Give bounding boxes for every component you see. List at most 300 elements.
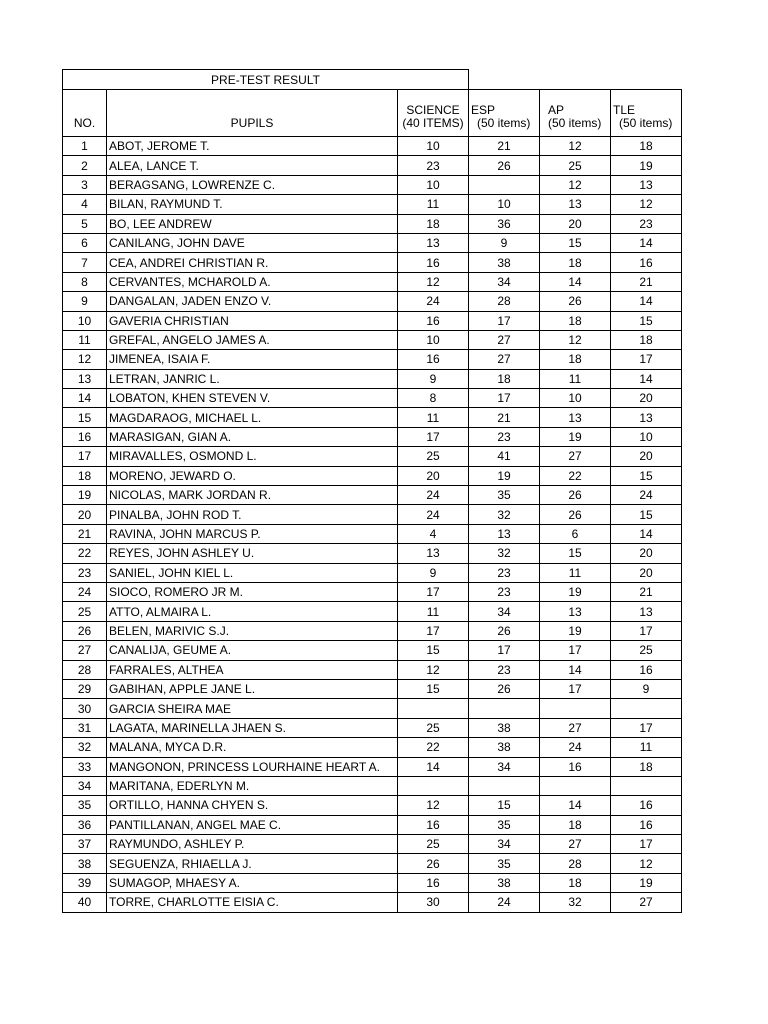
cell-science: 16: [398, 311, 469, 330]
cell-ap: 26: [540, 505, 611, 524]
table-row: [63, 738, 682, 757]
cell-esp: 36: [469, 214, 540, 233]
cell-no: 14: [63, 389, 107, 408]
header-tle-items: (50 items): [619, 116, 673, 130]
header-ap-items: (50 items): [548, 116, 602, 130]
table-row: [63, 776, 682, 795]
cell-science: 16: [398, 815, 469, 834]
cell-science: 24: [398, 505, 469, 524]
cell-esp: 27: [469, 330, 540, 349]
cell-pupil-name: GREFAL, ANGELO JAMES A.: [107, 330, 398, 349]
table-row: [63, 175, 682, 194]
header-esp-name: ESP: [471, 103, 496, 117]
cell-ap: [540, 776, 611, 795]
cell-no: 33: [63, 757, 107, 776]
cell-no: 25: [63, 602, 107, 621]
table-row: [63, 621, 682, 640]
table-row: [63, 505, 682, 524]
cell-science: 17: [398, 427, 469, 446]
cell-science: 11: [398, 602, 469, 621]
cell-pupil-name: MALANA, MYCA D.R.: [107, 738, 398, 757]
cell-tle: 14: [611, 233, 682, 252]
cell-science: 9: [398, 563, 469, 582]
cell-pupil-name: ABOT, JEROME T.: [107, 137, 398, 156]
table-row: [63, 660, 682, 679]
cell-no: 13: [63, 369, 107, 388]
cell-tle: 21: [611, 272, 682, 291]
table-row: [63, 350, 682, 369]
table-row: [63, 815, 682, 834]
cell-tle: 19: [611, 156, 682, 175]
cell-no: 38: [63, 854, 107, 873]
cell-science: 10: [398, 137, 469, 156]
cell-pupil-name: JIMENEA, ISAIA F.: [107, 350, 398, 369]
cell-tle: 23: [611, 214, 682, 233]
cell-ap: 19: [540, 582, 611, 601]
cell-esp: 35: [469, 815, 540, 834]
cell-ap: 22: [540, 466, 611, 485]
cell-pupil-name: GAVERIA CHRISTIAN: [107, 311, 398, 330]
cell-no: 2: [63, 156, 107, 175]
cell-no: 20: [63, 505, 107, 524]
cell-pupil-name: PINALBA, JOHN ROD T.: [107, 505, 398, 524]
cell-esp: 35: [469, 854, 540, 873]
table-row: [63, 893, 682, 912]
cell-science: 13: [398, 544, 469, 563]
cell-ap: 19: [540, 621, 611, 640]
header-tle-name: TLE: [613, 103, 636, 117]
cell-esp: [469, 699, 540, 718]
cell-pupil-name: RAVINA, JOHN MARCUS P.: [107, 524, 398, 543]
cell-no: 17: [63, 447, 107, 466]
table-row: [63, 796, 682, 815]
header-row: [63, 90, 682, 137]
cell-pupil-name: TORRE, CHARLOTTE EISIA C.: [107, 893, 398, 912]
cell-no: 1: [63, 137, 107, 156]
cell-tle: 27: [611, 893, 682, 912]
cell-esp: 23: [469, 660, 540, 679]
cell-tle: 12: [611, 854, 682, 873]
blank-cell: [469, 70, 682, 90]
cell-science: 16: [398, 253, 469, 272]
cell-science: 17: [398, 582, 469, 601]
cell-ap: 27: [540, 835, 611, 854]
cell-esp: 17: [469, 389, 540, 408]
cell-tle: 19: [611, 873, 682, 892]
cell-esp: 26: [469, 679, 540, 698]
cell-tle: 20: [611, 563, 682, 582]
cell-science: 15: [398, 679, 469, 698]
cell-science: 24: [398, 486, 469, 505]
cell-science: 15: [398, 641, 469, 660]
cell-ap: 26: [540, 292, 611, 311]
header-ap: [540, 90, 611, 137]
cell-esp: 10: [469, 195, 540, 214]
cell-no: 5: [63, 214, 107, 233]
table-row: [63, 233, 682, 252]
cell-no: 3: [63, 175, 107, 194]
cell-science: 24: [398, 292, 469, 311]
cell-no: 21: [63, 524, 107, 543]
cell-ap: 6: [540, 524, 611, 543]
table-row: [63, 272, 682, 291]
cell-ap: 27: [540, 718, 611, 737]
table-row: [63, 389, 682, 408]
cell-no: 19: [63, 486, 107, 505]
table-row: [63, 641, 682, 660]
cell-tle: 21: [611, 582, 682, 601]
cell-pupil-name: FARRALES, ALTHEA: [107, 660, 398, 679]
cell-ap: 10: [540, 389, 611, 408]
cell-pupil-name: DANGALAN, JADEN ENZO V.: [107, 292, 398, 311]
table-row: [63, 408, 682, 427]
cell-esp: 32: [469, 505, 540, 524]
cell-esp: 32: [469, 544, 540, 563]
table-row: [63, 369, 682, 388]
cell-no: 28: [63, 660, 107, 679]
cell-science: 17: [398, 621, 469, 640]
cell-no: 32: [63, 738, 107, 757]
table-row: [63, 582, 682, 601]
cell-ap: 12: [540, 330, 611, 349]
cell-pupil-name: MIRAVALLES, OSMOND L.: [107, 447, 398, 466]
cell-tle: 13: [611, 408, 682, 427]
cell-esp: 18: [469, 369, 540, 388]
cell-tle: 14: [611, 292, 682, 311]
header-pupils: PUPILS: [107, 90, 398, 137]
cell-ap: 17: [540, 641, 611, 660]
header-science: [398, 90, 469, 137]
cell-pupil-name: SIOCO, ROMERO JR M.: [107, 582, 398, 601]
cell-science: 10: [398, 330, 469, 349]
cell-science: 13: [398, 233, 469, 252]
cell-tle: 10: [611, 427, 682, 446]
cell-pupil-name: LETRAN, JANRIC L.: [107, 369, 398, 388]
cell-ap: 24: [540, 738, 611, 757]
cell-ap: 14: [540, 660, 611, 679]
cell-no: 26: [63, 621, 107, 640]
cell-no: 36: [63, 815, 107, 834]
cell-esp: 28: [469, 292, 540, 311]
table-row: [63, 524, 682, 543]
table-row: [63, 447, 682, 466]
cell-tle: 20: [611, 447, 682, 466]
table-row: [63, 544, 682, 563]
cell-esp: 41: [469, 447, 540, 466]
cell-science: [398, 776, 469, 795]
cell-ap: 18: [540, 253, 611, 272]
cell-ap: 19: [540, 427, 611, 446]
cell-ap: 32: [540, 893, 611, 912]
cell-tle: 17: [611, 621, 682, 640]
cell-science: 8: [398, 389, 469, 408]
cell-esp: 17: [469, 311, 540, 330]
cell-tle: [611, 699, 682, 718]
cell-no: 7: [63, 253, 107, 272]
cell-pupil-name: CEA, ANDREI CHRISTIAN R.: [107, 253, 398, 272]
table-row: [63, 602, 682, 621]
table-row: [63, 137, 682, 156]
cell-science: 25: [398, 447, 469, 466]
cell-tle: 18: [611, 330, 682, 349]
cell-science: [398, 699, 469, 718]
cell-pupil-name: SEGUENZA, RHIAELLA J.: [107, 854, 398, 873]
cell-ap: 18: [540, 815, 611, 834]
cell-tle: 20: [611, 544, 682, 563]
cell-tle: [611, 776, 682, 795]
cell-ap: 25: [540, 156, 611, 175]
table-row: [63, 311, 682, 330]
cell-tle: 15: [611, 505, 682, 524]
cell-pupil-name: BELEN, MARIVIC S.J.: [107, 621, 398, 640]
table-row: [63, 873, 682, 892]
cell-no: 18: [63, 466, 107, 485]
header-science-name: SCIENCE: [406, 103, 460, 117]
cell-pupil-name: ORTILLO, HANNA CHYEN S.: [107, 796, 398, 815]
table-row: [63, 427, 682, 446]
title-row: [63, 70, 682, 90]
cell-ap: 18: [540, 350, 611, 369]
cell-tle: 20: [611, 389, 682, 408]
cell-esp: [469, 175, 540, 194]
cell-no: 37: [63, 835, 107, 854]
cell-esp: 38: [469, 873, 540, 892]
cell-pupil-name: SUMAGOP, MHAESY A.: [107, 873, 398, 892]
cell-tle: 17: [611, 835, 682, 854]
cell-no: 11: [63, 330, 107, 349]
table-row: [63, 466, 682, 485]
cell-no: 35: [63, 796, 107, 815]
cell-no: 15: [63, 408, 107, 427]
cell-ap: 18: [540, 873, 611, 892]
cell-no: 39: [63, 873, 107, 892]
cell-esp: 15: [469, 796, 540, 815]
cell-pupil-name: PANTILLANAN, ANGEL MAE C.: [107, 815, 398, 834]
cell-pupil-name: ATTO, ALMAIRA L.: [107, 602, 398, 621]
cell-science: 11: [398, 408, 469, 427]
cell-science: 22: [398, 738, 469, 757]
cell-pupil-name: MARASIGAN, GIAN A.: [107, 427, 398, 446]
cell-pupil-name: BERAGSANG, LOWRENZE C.: [107, 175, 398, 194]
cell-tle: 25: [611, 641, 682, 660]
cell-science: 12: [398, 660, 469, 679]
cell-science: 30: [398, 893, 469, 912]
table-row: [63, 757, 682, 776]
cell-tle: 14: [611, 524, 682, 543]
cell-pupil-name: REYES, JOHN ASHLEY U.: [107, 544, 398, 563]
cell-esp: 38: [469, 738, 540, 757]
cell-science: 14: [398, 757, 469, 776]
cell-esp: 23: [469, 582, 540, 601]
cell-ap: 14: [540, 272, 611, 291]
cell-science: 16: [398, 350, 469, 369]
cell-esp: 23: [469, 427, 540, 446]
cell-tle: 16: [611, 815, 682, 834]
table-row: [63, 699, 682, 718]
header-tle: [611, 90, 682, 137]
cell-esp: 21: [469, 408, 540, 427]
cell-ap: 15: [540, 544, 611, 563]
cell-tle: 15: [611, 311, 682, 330]
cell-ap: 13: [540, 408, 611, 427]
cell-tle: 16: [611, 796, 682, 815]
cell-science: 12: [398, 796, 469, 815]
cell-tle: 15: [611, 466, 682, 485]
cell-ap: 12: [540, 137, 611, 156]
cell-no: 30: [63, 699, 107, 718]
cell-tle: 24: [611, 486, 682, 505]
table-row: [63, 718, 682, 737]
cell-esp: 26: [469, 621, 540, 640]
cell-science: 10: [398, 175, 469, 194]
cell-science: 9: [398, 369, 469, 388]
cell-pupil-name: CANALIJA, GEUME A.: [107, 641, 398, 660]
cell-pupil-name: MANGONON, PRINCESS LOURHAINE HEART A.: [107, 757, 398, 776]
table-row: [63, 563, 682, 582]
cell-science: 26: [398, 854, 469, 873]
table-title: PRE-TEST RESULT: [63, 70, 469, 90]
cell-pupil-name: BO, LEE ANDREW: [107, 214, 398, 233]
cell-pupil-name: ALEA, LANCE T.: [107, 156, 398, 175]
cell-pupil-name: BILAN, RAYMUND T.: [107, 195, 398, 214]
cell-esp: 21: [469, 137, 540, 156]
cell-tle: 14: [611, 369, 682, 388]
cell-tle: 17: [611, 350, 682, 369]
cell-science: 4: [398, 524, 469, 543]
table-row: [63, 854, 682, 873]
cell-pupil-name: CANILANG, JOHN DAVE: [107, 233, 398, 252]
table-row: [63, 835, 682, 854]
results-table: [62, 69, 682, 913]
cell-pupil-name: MORENO, JEWARD O.: [107, 466, 398, 485]
cell-no: 10: [63, 311, 107, 330]
cell-ap: 15: [540, 233, 611, 252]
cell-ap: 18: [540, 311, 611, 330]
pre-test-result-sheet: [62, 69, 682, 913]
cell-science: 18: [398, 214, 469, 233]
cell-no: 29: [63, 679, 107, 698]
cell-tle: 13: [611, 175, 682, 194]
cell-esp: 34: [469, 272, 540, 291]
cell-science: 25: [398, 718, 469, 737]
table-row: [63, 679, 682, 698]
cell-no: 8: [63, 272, 107, 291]
cell-tle: 18: [611, 137, 682, 156]
cell-science: 23: [398, 156, 469, 175]
header-ap-name: AP: [548, 103, 565, 117]
cell-esp: 34: [469, 835, 540, 854]
table-row: [63, 156, 682, 175]
cell-science: 25: [398, 835, 469, 854]
table-row: [63, 486, 682, 505]
cell-no: 31: [63, 718, 107, 737]
cell-ap: 16: [540, 757, 611, 776]
cell-esp: 38: [469, 718, 540, 737]
cell-no: 22: [63, 544, 107, 563]
cell-ap: 13: [540, 602, 611, 621]
cell-tle: 18: [611, 757, 682, 776]
table-row: [63, 292, 682, 311]
cell-no: 9: [63, 292, 107, 311]
table-row: [63, 195, 682, 214]
cell-ap: 20: [540, 214, 611, 233]
table-row: [63, 253, 682, 272]
cell-pupil-name: LAGATA, MARINELLA JHAEN S.: [107, 718, 398, 737]
cell-tle: 16: [611, 660, 682, 679]
cell-esp: 23: [469, 563, 540, 582]
cell-no: 40: [63, 893, 107, 912]
cell-ap: 13: [540, 195, 611, 214]
cell-tle: 9: [611, 679, 682, 698]
cell-tle: 12: [611, 195, 682, 214]
cell-no: 16: [63, 427, 107, 446]
cell-esp: 9: [469, 233, 540, 252]
cell-no: 27: [63, 641, 107, 660]
cell-ap: 17: [540, 679, 611, 698]
cell-tle: 13: [611, 602, 682, 621]
cell-pupil-name: CERVANTES, MCHAROLD A.: [107, 272, 398, 291]
cell-esp: 34: [469, 757, 540, 776]
cell-ap: 26: [540, 486, 611, 505]
cell-ap: 14: [540, 796, 611, 815]
cell-science: 20: [398, 466, 469, 485]
cell-ap: 11: [540, 369, 611, 388]
cell-pupil-name: NICOLAS, MARK JORDAN R.: [107, 486, 398, 505]
cell-ap: 12: [540, 175, 611, 194]
cell-esp: 17: [469, 641, 540, 660]
cell-ap: 28: [540, 854, 611, 873]
cell-no: 34: [63, 776, 107, 795]
cell-ap: [540, 699, 611, 718]
cell-pupil-name: RAYMUNDO, ASHLEY P.: [107, 835, 398, 854]
cell-esp: 34: [469, 602, 540, 621]
cell-tle: 16: [611, 253, 682, 272]
cell-no: 23: [63, 563, 107, 582]
cell-no: 6: [63, 233, 107, 252]
table-row: [63, 214, 682, 233]
cell-pupil-name: MARITANA, EDERLYN M.: [107, 776, 398, 795]
cell-esp: [469, 776, 540, 795]
header-science-items: (40 ITEMS): [402, 116, 464, 130]
header-esp: [469, 90, 540, 137]
cell-pupil-name: GABIHAN, APPLE JANE L.: [107, 679, 398, 698]
cell-esp: 27: [469, 350, 540, 369]
cell-pupil-name: SANIEL, JOHN KIEL L.: [107, 563, 398, 582]
cell-science: 11: [398, 195, 469, 214]
table-row: [63, 330, 682, 349]
cell-ap: 11: [540, 563, 611, 582]
cell-pupil-name: LOBATON, KHEN STEVEN V.: [107, 389, 398, 408]
cell-esp: 38: [469, 253, 540, 272]
cell-esp: 19: [469, 466, 540, 485]
header-esp-items: (50 items): [477, 116, 531, 130]
cell-tle: 11: [611, 738, 682, 757]
cell-pupil-name: GARCIA SHEIRA MAE: [107, 699, 398, 718]
cell-pupil-name: MAGDARAOG, MICHAEL L.: [107, 408, 398, 427]
cell-ap: 27: [540, 447, 611, 466]
cell-no: 12: [63, 350, 107, 369]
cell-science: 12: [398, 272, 469, 291]
cell-no: 24: [63, 582, 107, 601]
cell-esp: 26: [469, 156, 540, 175]
cell-esp: 24: [469, 893, 540, 912]
cell-science: 16: [398, 873, 469, 892]
cell-tle: 17: [611, 718, 682, 737]
cell-no: 4: [63, 195, 107, 214]
cell-esp: 35: [469, 486, 540, 505]
header-no: NO.: [63, 90, 107, 137]
cell-esp: 13: [469, 524, 540, 543]
